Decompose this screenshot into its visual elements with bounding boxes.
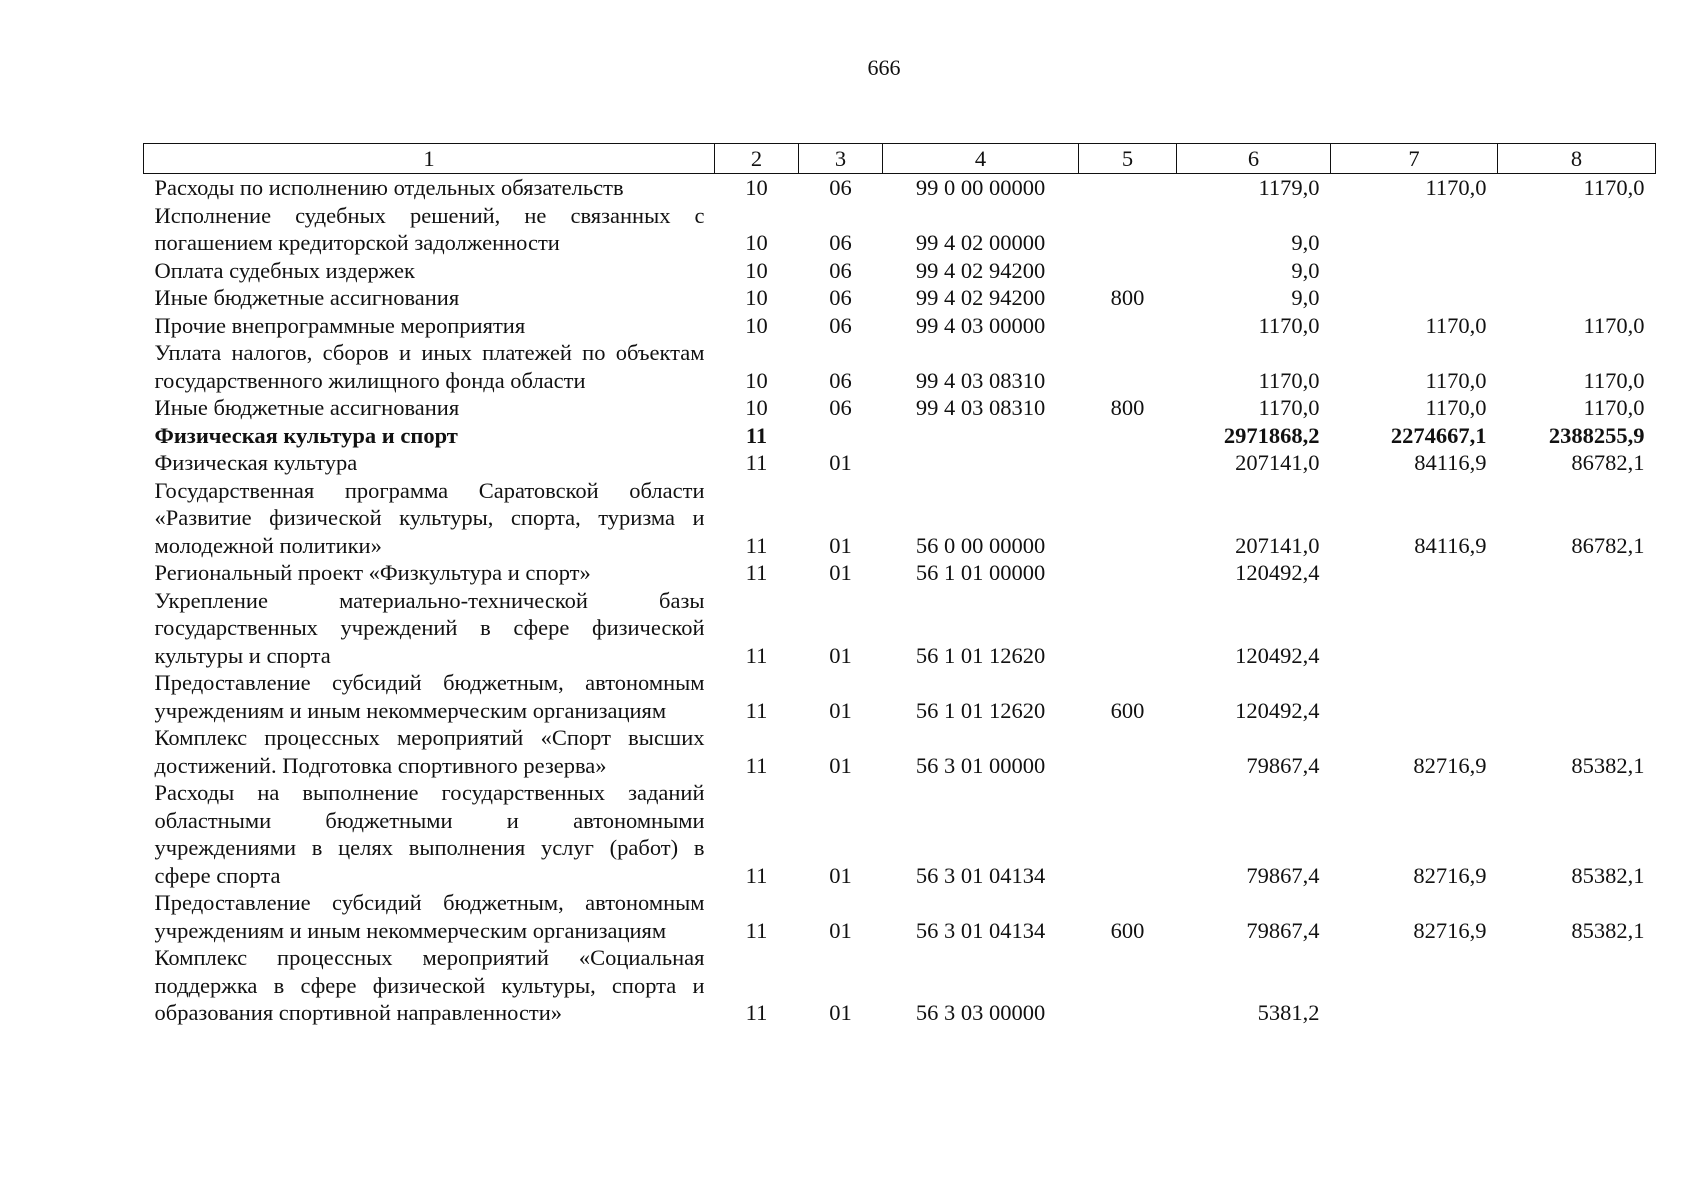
amount-col-8 [1498, 587, 1656, 670]
expense-type-code: 600 [1110, 697, 1145, 723]
subsection-code: 01 [829, 862, 852, 888]
column-header: 1 [144, 144, 715, 174]
table-row [144, 587, 1656, 670]
amount-col-6: 1170,0 [1258, 367, 1320, 393]
amount-col-7 [1331, 944, 1498, 1027]
section-code: 11 [745, 532, 768, 558]
row-description: Комплекс процессных мероприятий «Спорт высших достижений. Подготовка спортивного резерва» [154, 725, 705, 778]
amount-col-6: 120492,4 [1235, 642, 1320, 668]
table-row [144, 174, 1656, 202]
amount-col-6: 9,0 [1291, 257, 1320, 283]
amount-col-6: 1179,0 [1258, 175, 1320, 200]
target-article-code: 56 1 01 12620 [915, 642, 1046, 668]
subsection-code: 06 [829, 257, 852, 283]
amount-col-7 [1331, 257, 1498, 285]
expense-type-code [1079, 312, 1177, 340]
expense-type-code [1079, 559, 1177, 587]
expense-type-code [1079, 724, 1177, 779]
section-code: 10 [745, 175, 768, 200]
expense-type-code [1079, 944, 1177, 1027]
table-row [144, 669, 1656, 724]
target-article-code: 99 4 02 00000 [915, 230, 1046, 255]
row-description: Государственная программа Саратовской области «Развитие физической культуры, спорта, туризма и молодежной политики» [154, 477, 705, 558]
column-header: 4 [883, 144, 1079, 174]
target-article-code [883, 422, 1079, 450]
amount-col-6: 207141,0 [1235, 532, 1320, 558]
expense-type-code [1079, 174, 1177, 202]
amount-col-6: 79867,4 [1246, 917, 1320, 943]
amount-col-7: 84116,9 [1414, 532, 1487, 558]
table-row [144, 422, 1656, 450]
subsection-code: 01 [829, 752, 852, 778]
target-article-code: 56 0 00 00000 [915, 532, 1046, 558]
expense-type-code: 600 [1110, 917, 1145, 943]
subsection-code: 06 [829, 395, 852, 420]
target-article-code: 99 4 03 00000 [915, 312, 1046, 338]
row-description: Укрепление материально-технической базы государственных учреждений в сфере физической культуры и спорта [154, 587, 705, 668]
table-row [144, 724, 1656, 779]
row-description: Физическая культура [154, 450, 358, 475]
section-code: 11 [745, 422, 768, 448]
section-code: 11 [745, 450, 768, 475]
row-description: Региональный проект «Физкультура и спорт» [154, 560, 591, 585]
amount-col-6: 1170,0 [1258, 312, 1320, 338]
target-article-code: 99 4 03 08310 [915, 367, 1046, 393]
target-article-code: 56 3 01 00000 [915, 752, 1046, 778]
section-code: 11 [745, 697, 768, 723]
table-row [144, 339, 1656, 394]
amount-col-7: 82716,9 [1413, 752, 1487, 778]
amount-col-7: 82716,9 [1413, 862, 1487, 888]
section-code: 10 [745, 395, 768, 420]
table-row [144, 477, 1656, 560]
amount-col-7: 2274667,1 [1390, 422, 1487, 448]
row-description: Исполнение судебных решений, не связанных с погашением кредиторской задолженности [154, 202, 705, 255]
expense-type-code: 800 [1110, 285, 1145, 310]
amount-col-7: 1170,0 [1425, 367, 1487, 393]
amount-col-8: 1170,0 [1583, 312, 1645, 338]
row-description: Уплата налогов, сборов и иных платежей по объектам государственного жилищного фонда области [154, 340, 705, 393]
amount-col-6: 9,0 [1291, 230, 1320, 255]
column-header: 8 [1498, 144, 1656, 174]
table-row [144, 889, 1656, 944]
amount-col-8 [1498, 284, 1656, 312]
amount-col-7: 82716,9 [1413, 917, 1487, 943]
column-header: 2 [715, 144, 799, 174]
amount-col-7: 1170,0 [1425, 312, 1487, 338]
expense-type-code: 800 [1110, 395, 1145, 420]
expense-type-code [1079, 477, 1177, 560]
section-code: 11 [745, 1000, 768, 1025]
subsection-code [799, 422, 883, 450]
table-row [144, 312, 1656, 340]
expense-type-code [1079, 449, 1177, 477]
amount-col-8: 2388255,9 [1548, 422, 1645, 448]
amount-col-7 [1331, 202, 1498, 257]
subsection-code: 06 [829, 312, 852, 338]
table-row [144, 394, 1656, 422]
subsection-code: 06 [829, 367, 852, 393]
subsection-code: 01 [829, 697, 852, 723]
row-description: Предоставление субсидий бюджетным, автономным учреждениям и иным некоммерческим организациям [154, 670, 705, 723]
amount-col-8 [1498, 944, 1656, 1027]
subsection-code: 01 [829, 1000, 852, 1025]
amount-col-7 [1331, 669, 1498, 724]
row-description: Расходы по исполнению отдельных обязательств [154, 175, 624, 200]
subsection-code: 01 [829, 450, 852, 475]
amount-col-8: 1170,0 [1583, 367, 1645, 393]
amount-col-8: 85382,1 [1571, 862, 1645, 888]
table-row [144, 202, 1656, 257]
row-description: Иные бюджетные ассигнования [154, 395, 460, 420]
section-code: 11 [745, 560, 768, 585]
row-description: Иные бюджетные ассигнования [154, 285, 460, 310]
target-article-code: 99 4 02 94200 [915, 285, 1046, 310]
amount-col-8: 1170,0 [1583, 395, 1645, 420]
amount-col-7: 1170,0 [1425, 395, 1487, 420]
target-article-code: 56 3 01 04134 [915, 862, 1046, 888]
amount-col-7 [1331, 559, 1498, 587]
expense-type-code [1079, 422, 1177, 450]
section-code: 11 [745, 917, 768, 943]
section-code: 10 [745, 257, 768, 283]
section-code: 10 [745, 230, 768, 255]
header-row [144, 144, 1656, 174]
table-body [144, 174, 1656, 1027]
section-code: 11 [745, 862, 768, 888]
amount-col-8: 86782,1 [1571, 450, 1645, 475]
amount-col-7: 84116,9 [1414, 450, 1487, 475]
expense-type-code [1079, 257, 1177, 285]
target-article-code: 56 3 03 00000 [915, 1000, 1046, 1025]
table-row [144, 779, 1656, 889]
amount-col-6: 5381,2 [1257, 1000, 1320, 1025]
amount-col-8 [1498, 559, 1656, 587]
row-description: Физическая культура и спорт [154, 422, 458, 448]
budget-table [143, 143, 1656, 1027]
section-code: 10 [745, 285, 768, 310]
expense-type-code [1079, 779, 1177, 889]
amount-col-6: 1170,0 [1258, 395, 1320, 420]
table-row [144, 257, 1656, 285]
target-article-code [883, 449, 1079, 477]
amount-col-8 [1498, 669, 1656, 724]
page-number: 666 [867, 55, 901, 80]
amount-col-6: 120492,4 [1235, 697, 1320, 723]
amount-col-7 [1331, 587, 1498, 670]
column-header: 6 [1177, 144, 1331, 174]
section-code: 11 [745, 752, 768, 778]
row-description: Предоставление субсидий бюджетным, автономным учреждениям и иным некоммерческим организациям [154, 890, 705, 943]
amount-col-7: 1170,0 [1425, 175, 1487, 200]
table-row [144, 284, 1656, 312]
target-article-code: 99 4 03 08310 [915, 395, 1046, 420]
target-article-code: 56 1 01 00000 [915, 560, 1046, 585]
subsection-code: 06 [829, 230, 852, 255]
target-article-code: 99 4 02 94200 [915, 257, 1046, 283]
section-code: 11 [745, 642, 768, 668]
amount-col-8 [1498, 257, 1656, 285]
amount-col-8: 85382,1 [1571, 917, 1645, 943]
amount-col-7 [1331, 284, 1498, 312]
column-header: 3 [799, 144, 883, 174]
amount-col-6: 79867,4 [1246, 862, 1320, 888]
amount-col-8 [1498, 202, 1656, 257]
subsection-code: 01 [829, 642, 852, 668]
subsection-code: 01 [829, 917, 852, 943]
amount-col-6: 9,0 [1291, 285, 1320, 310]
amount-col-8: 85382,1 [1571, 752, 1645, 778]
row-description: Оплата судебных издержек [154, 257, 415, 283]
row-description: Комплекс процессных мероприятий «Социальная поддержка в сфере физической культуры, спорта и образования спортивной направленности» [154, 945, 705, 1025]
expense-type-code [1079, 202, 1177, 257]
target-article-code: 99 0 00 00000 [915, 175, 1046, 200]
target-article-code: 56 1 01 12620 [915, 697, 1046, 723]
subsection-code: 06 [829, 285, 852, 310]
table-row [144, 449, 1656, 477]
column-header: 5 [1079, 144, 1177, 174]
row-description: Прочие внепрограммные мероприятия [154, 312, 526, 338]
target-article-code: 56 3 01 04134 [915, 917, 1046, 943]
expense-type-code [1079, 339, 1177, 394]
amount-col-6: 120492,4 [1235, 560, 1320, 585]
amount-col-6: 2971868,2 [1223, 422, 1320, 448]
row-description: Расходы на выполнение государственных заданий областными бюджетными и автономными учреждениями в целях выполнения услуг (работ) в сфере спорта [154, 780, 705, 888]
subsection-code: 01 [829, 532, 852, 558]
section-code: 10 [745, 367, 768, 393]
subsection-code: 01 [829, 560, 852, 585]
section-code: 10 [745, 312, 768, 338]
column-header: 7 [1331, 144, 1498, 174]
table-row [144, 559, 1656, 587]
amount-col-8: 86782,1 [1571, 532, 1645, 558]
subsection-code: 06 [829, 175, 852, 200]
amount-col-6: 207141,0 [1235, 450, 1320, 475]
expense-type-code [1079, 587, 1177, 670]
table-row [144, 944, 1656, 1027]
amount-col-8: 1170,0 [1583, 175, 1645, 200]
amount-col-6: 79867,4 [1246, 752, 1320, 778]
